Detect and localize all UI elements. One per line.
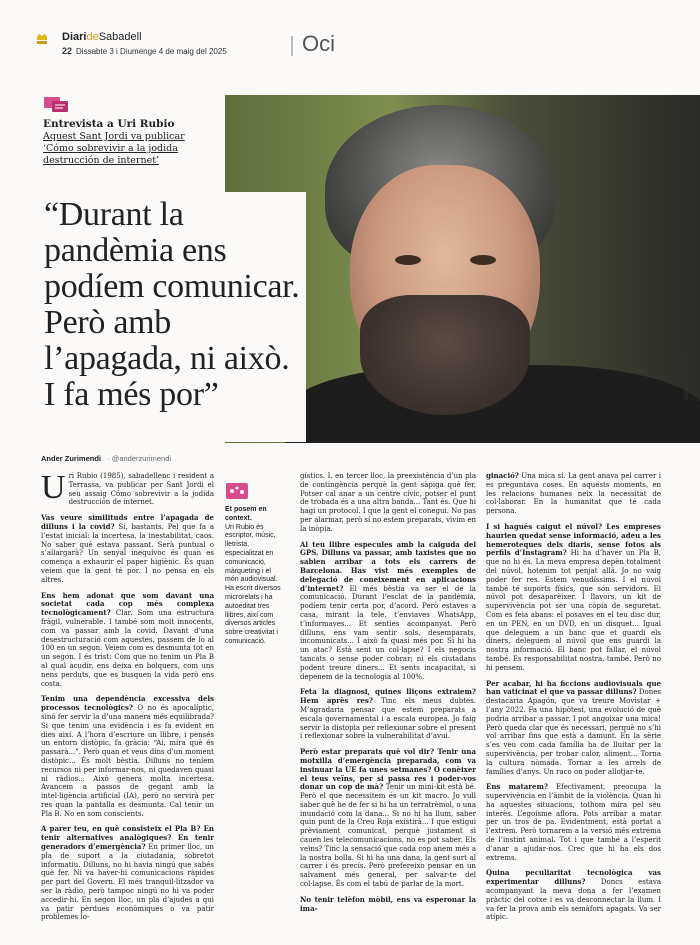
page-number: 22 (62, 46, 73, 56)
answer: Doncs estava acompanyant la meva dona a fer l’examen pràctic del cotxe i es va desconnectar la llum. I va fer la prova amb els semàfors apagats. Va ser atípic. (486, 878, 661, 922)
photo-credit: ALBERTO TALLÓN (684, 356, 690, 400)
question: ginació? (486, 471, 519, 480)
photo-eye (395, 255, 421, 265)
answer: Tenir un mini-kit està bé. Però el que necessitem és un kit macro. Jo vull saber què he de fer si hi ha un terratrèmol, o una inundació com la dana... Si no hi ha llum, saber quin punt de la Creu Roja existirà... I que estigui prèviament comunicat, perquè justament si cauen les telecomunicacions, no es pot saber. Els veïns? Tinc la sensació que cada cop anem més a la nostra bolla. Si hi ha una dana, la gent surt al carrer i és precís. Però prefereixo pensar en un salvament més general, per salvar-te del col·lapse. És com el tabú de parlar de la mort. (300, 783, 476, 889)
question: Ens matarem? (486, 782, 548, 792)
brand-logo[interactable] (62, 31, 142, 43)
text-column-2 (300, 472, 476, 920)
answer: El més bèstia va ser el de la comunicació. Durant l’esclat de la pandèmia, podíem tenir certa por, d’acord. Però estaves a casa, mirant la tele, t’enviaves WhatsApp, t’informaves... Et senties acompanyat. Però dilluns, ens vam sentir sols, desemparats, incomunicats... I això fa quasi més por. Si hi ha un atac? Està sent un col·lapse? I els negocis tancats o sense poder cobrar; ni els ciutadans podent treure diners... Et sents incapacitat, si depenem de la tecnologia al 100%. (300, 584, 476, 681)
deck-line: destrucción de internet’ (43, 155, 160, 166)
answer: Efectivament, preocupa la supervivència en l’àmbit de la violència. Quan hi ha aquestes situacions, tothom mira pel seu interès. L’egoisme aflora. Pots arribar a matar per un tros de pa. Evidentment, està portat a l’extrem. Però tornarem a la versió més extrema de l’instint animal. Tot i que també a l’esperit d’anar a ajudar-nos. Crec que hi ha els dos extrems. (486, 783, 661, 862)
question: Tenim una dependència excessiva dels processos tecnològics? (41, 694, 214, 713)
context-sidebar (225, 480, 283, 647)
brand-part-1: Diari (62, 31, 87, 43)
question: Vas veure similituds entre l’apagada de dilluns i la covid? (41, 513, 214, 531)
question: I si hagués caigut el núvol? Les empreses haurien quedat sense informació, adeu a les hemeroteques dels diaris, sense fotos als perfils d’Instagram? (486, 521, 661, 558)
photo-beard (360, 295, 530, 415)
article-deck (43, 131, 213, 167)
section-divider (291, 36, 293, 56)
answer: Hi ha d’haver un Pla B, que no hi és. La meva empresa depèn totalment del núvol, hotenim tot penjat allà. Jo no vaig poder fer res. Estem venudíssims. I el núvol també té suports físics, que són servidors. El núvol pot desaparèixer. I llavors, un kit de supervivència pot ser una còpia de seguretat. Com es feia abans: el posaves en el teu disc dur, en un PEN, en un DVD, en un disquet... Igual que deleguem a un banc que et guardi els diners, deleguem al núvol que ens guardi la nostra informació. El banc pot fallar, el núvol també. Es responsabilitat nostra, també. Però no hi pensem. (486, 549, 661, 672)
byline (41, 454, 171, 463)
city-crest-icon (36, 33, 48, 45)
text-column-3 (486, 472, 661, 929)
question: Ens hem adonat que som davant una societat cada cop més complexa tecnològicament? (41, 590, 214, 618)
photo-eye (470, 255, 496, 265)
article-kicker: Entrevista a Uri Rubio (43, 118, 175, 130)
question: Feta la diagnosi, quines lliçons extraiem? Hem après res? (300, 687, 476, 706)
answer: Sí, bastants. Pel que fa a l’estat inicial: la incertesa, la inestabilitat, caos. No saber què estava passant. Serà puntual o s’allargarà? Un senyal inequívoc és quan es comença a exhaurir el paper higiènic. És quan veiem que la gent té por. I no pensa en els altres. (41, 522, 214, 584)
answer: En primer lloc, un pla de suport a la ciutadania, sobretot informatiu. Dilluns, no hi havia ningú que sabés què fer. Ni va haver-hi comunicacions ràpides per part del Govern. El més tranquil·litzador va ser la ràdio, però tampoc ningú no hi va poder accedir-hi. En segon lloc, un pla d’ajudes a qui va patir pèrdues econòmiques o va patir problemes lo- (41, 843, 214, 922)
interview-chat-icon (43, 95, 69, 115)
question: Per acabar, hi ha ficcions audiovisuals que han vaticinat el que va passar dilluns? (486, 678, 661, 697)
deck-line: Aquest Sant Jordi va publicar (43, 131, 185, 142)
sidebar-title: Et posem en context. (225, 506, 267, 522)
deck-line: ‘Cómo sobrevivir a la jodida (43, 143, 178, 154)
answer: Clar. Som una estructura fràgil, vulnerable. I també som molt innocents, com va passar amb la covid. Davant d’una desestructuració com aquestes, passem de lo al 100 en un segon. Veiem com es desmunta tot en un segon. I és trist: Com que no tenim un Pla B al qual acudir, ens deixa en bolquers, com uns nens perduts, que es busquen la vida però ens costa. (41, 609, 214, 688)
question: Però estar preparats què vol dir? Tenir una motxilla d’emergència preparada, com va insinuar la UE fa unes setmanes? O conèixer el teus veïns, per si passa res i poder-vos donar un cop de mà? (300, 747, 476, 792)
section-title[interactable]: Oci (302, 31, 335, 56)
separator-dot: · (107, 454, 110, 463)
author-name: Ander Zurimendi (41, 454, 102, 463)
question: Quina peculiaritat tecnològica vas experimentar dilluns? (486, 868, 661, 887)
question: Al teu llibre especules amb la caiguda del GPS. Dilluns va passar, amb taxistes que no sabien arribar a tots els carrers de Barcelona. Has vist més exemples de delegació de coneixement en aplicacions d’internet? (300, 539, 476, 593)
intro-paragraph: ri Rubio (1985), sabadellenc i resident a Terrassa, va publicar per Sant Jordi el seu assaig Cómo sobrevivir a la jodida destrucción de internet. (68, 472, 214, 507)
brand-part-de: de (86, 31, 99, 43)
author-handle[interactable]: @anderzurimendi (111, 454, 172, 463)
answer: Tinc els meus dubtes. M’agradaria pensar que estem preparats a escala governamental i a escala europea. Jo faig servir la distopia per reflexionar sobre el present i reflexionar sobre la vulnerabilitat d’avui. (300, 697, 477, 741)
question: A parer teu, en què consisteix el Pla B? En tenir alternatives analògiques? En tenir generadors d’emergència? (41, 824, 214, 852)
question: No tenir telèfon mòbil, ens va esperonar la ima- (300, 894, 476, 913)
text-column-1 (41, 469, 214, 929)
answer: O no és apocalíptic, sinó fer servir la d’una manera més equilibrada? Si que tenim una evidència i es fa evident en dies així. A l’hora d’escriure un llibre, i pensés un entorn distòpic, fa gràcia: “Ai, mira què és passarà...”. Però quan et veus dins d’un moment distòpic... És molt bèstia. Dilluns no teníem recursos ni per informar-nos, ni quedaven quasi ni ràdios... Això genera molta incertesa. Avancem a passos de gegant amb la intel·ligència artificial (IA), però no servirà per res quan la pantalla es desmunta. Cal tenir un Pla B. No en som conscients. (41, 704, 214, 818)
brand-part-2: Sabadell (98, 31, 142, 43)
answer: gístics. I, en tercer lloc, la preexistència d’un pla de contingència perquè la gent sàpiga què fer. Potser cal anar a un centre cívic, potser el punt de trobada és a una altra banda... Tant és. Que hi hagi un protocol. I que la gent el conegui. No pas per alarmar, però sí no estem preparats, vivim en la inòpia. (300, 472, 476, 533)
sidebar-body: Uri Rubio és escriptor, músic, lletrista, especialitzat en comunicació, màrqueting i el món audiovisual. Ha escrit diversos microrelats i ha autoeditat tres llibres, així com diversos articles sobre creativitat i comunicació. (225, 523, 281, 645)
issue-date: Dissabte 3 i Diumenge 4 de maig del 2025 (76, 47, 227, 56)
drop-cap: U (41, 469, 66, 506)
answer: Dones destacaria Apagón, que va treure Movistar + l’any 2022. Fa una hipòtesi, una evolució de què podria arribar a passar. I pot angoixar una mica! Però queda clar que és necessari, perquè no s’hi vol arribar fins que està a damunt. En la sèrie s’es veu com cada família ha de lluitar per la supervivència, per trobar calor, aliment... Torna la cultura nòmada. Tornar a les arrels de famílies d’anys. Un raco on poder allotjar-te. (486, 688, 661, 776)
answer: Una mica sí. La gent anava pel carrer i es preguntava coses. En aquests moments, en les relacions humanes neix la necessitat de col·laborar. En la humanitat que té cada persona. (486, 472, 661, 516)
page-info (62, 46, 227, 56)
headline-quote: “Durant la pandèmia ens podíem comunicar. Però amb l’apagada, ni això. I fa més por” (44, 196, 300, 413)
